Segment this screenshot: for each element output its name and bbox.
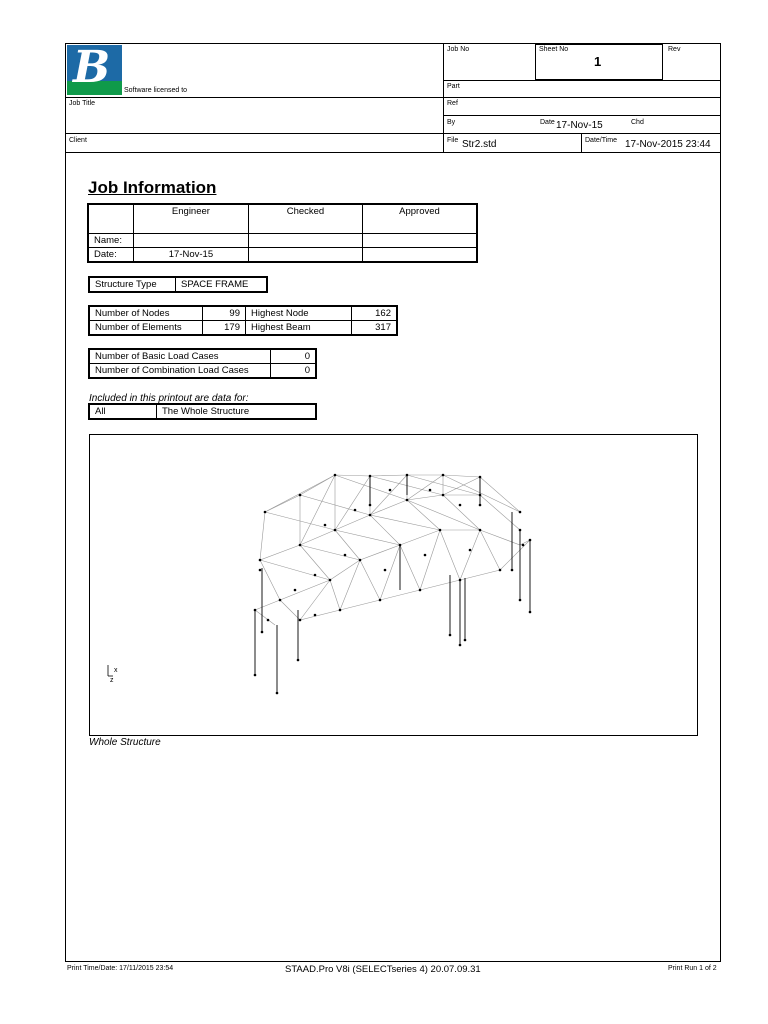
company-logo: B [67, 45, 122, 95]
basic-load-cases-label: Number of Basic Load Cases [90, 350, 271, 364]
rev-label: Rev [668, 46, 681, 53]
footer-software: STAAD.Pro V8i (SELECTseries 4) 20.07.09.31 [285, 964, 481, 975]
nodes-value: 99 [203, 307, 246, 321]
name-row-label: Name: [89, 234, 134, 248]
approved-header: Approved [362, 205, 476, 234]
ref-label: Ref [447, 100, 458, 107]
job-no-label: Job No [447, 46, 470, 53]
by-label: By [447, 119, 456, 126]
part-label: Part [447, 83, 460, 90]
elements-value: 179 [203, 321, 246, 335]
date-row-label: Date: [89, 248, 134, 262]
date-value: 17-Nov-15 [556, 120, 603, 131]
software-licensed-label: Software licensed to [124, 87, 188, 94]
footer-print-run: Print Run 1 of 2 [668, 965, 717, 972]
footer-print-time: Print Time/Date: 17/11/2015 23:54 [67, 965, 174, 972]
structure-type-value: SPACE FRAME [176, 278, 267, 292]
datetime-value: 17-Nov-2015 23:44 [625, 139, 711, 150]
engineer-date: 17-Nov-15 [133, 248, 248, 262]
comb-load-cases-label: Number of Combination Load Cases [90, 364, 271, 378]
included-text: Included in this printout are data for: [89, 393, 249, 404]
scope-value: The Whole Structure [157, 405, 316, 419]
comb-load-cases-value: 0 [271, 364, 316, 378]
file-value: Str2.std [462, 139, 497, 150]
job-title-label: Job Title [69, 100, 96, 107]
file-label: File [447, 137, 459, 144]
structure-type-label: Structure Type [90, 278, 176, 292]
basic-load-cases-value: 0 [271, 350, 316, 364]
checked-header: Checked [248, 205, 362, 234]
highest-node-value: 162 [352, 307, 397, 321]
highest-node-label: Highest Node [246, 307, 352, 321]
datetime-label: Date/Time [585, 137, 618, 144]
highest-beam-value: 317 [352, 321, 397, 335]
page-title: Job Information [88, 178, 217, 197]
chd-label: Chd [631, 119, 644, 126]
highest-beam-label: Highest Beam [246, 321, 352, 335]
client-label: Client [69, 137, 87, 144]
axis-z-label: z [110, 677, 114, 684]
sheet-no-value: 1 [594, 54, 602, 69]
axis-x-label: x [114, 667, 118, 674]
nodes-label: Number of Nodes [90, 307, 203, 321]
sheet-no-label: Sheet No [539, 46, 569, 53]
view-caption: Whole Structure [89, 737, 161, 748]
engineer-header: Engineer [133, 205, 248, 234]
scope-label: All [90, 405, 157, 419]
elements-label: Number of Elements [90, 321, 203, 335]
date-label: Date [540, 119, 555, 126]
